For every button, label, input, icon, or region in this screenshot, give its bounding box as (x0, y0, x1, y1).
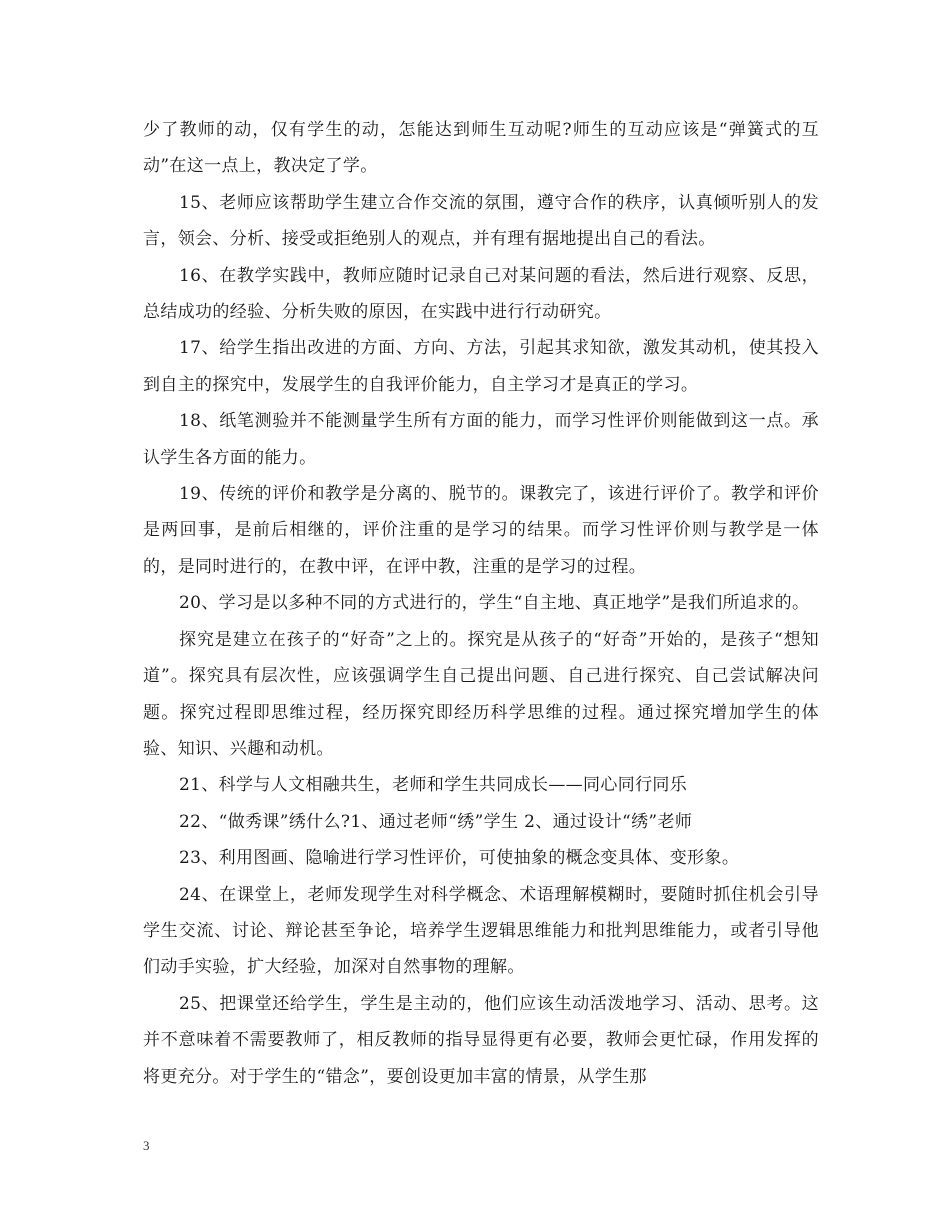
paragraph: 15、老师应该帮助学生建立合作交流的氛围，遵守合作的秩序，认真倾听别人的发言，领会、分析、接受或拒绝别人的观点，并有理有据地提出自己的看法。 (143, 192, 819, 250)
paragraph: 24、在课堂上，老师发现学生对科学概念、术语理解模糊时，要随时抓住机会引导学生交流、讨论、辩论甚至争论，培养学生逻辑思维能力和批判思维能力，或者引导他们动手实验，扩大经验，加深对自然事物的理解。 (143, 884, 819, 978)
page-number: 3 (143, 1138, 150, 1153)
paragraph: 19、传统的评价和教学是分离的、脱节的。课教完了，该进行评价了。教学和评价是两回事，是前后相继的，评价注重的是学习的结果。而学习性评价则与教学是一体的，是同时进行的，在教中评，在评中教，注重的是学习的过程。 (143, 484, 819, 577)
paragraph: 少了教师的动，仅有学生的动，怎能达到师生互动呢?师生的互动应该是“弹簧式的互动”在这一点上，教决定了学。 (143, 120, 819, 177)
paragraph: 21、科学与人文相融共生，老师和学生共同成长——同心同行同乐 (179, 775, 688, 796)
paragraph: 探究是建立在孩子的“好奇”之上的。探究是从孩子的“好奇”开始的，是孩子“想知道”。探究具有层次性，应该强调学生自己提出问题、自己进行探究、自己尝试解决问题。探究过程即思维过程，经历探究即经历科学思维的过程。通过探究增加学生的体验、知识、兴趣和动机。 (143, 629, 819, 759)
document-body (143, 112, 819, 1095)
paragraph: 22、“做秀课”绣什么?1、通过老师“绣”学生 2、通过设计“绣”老师 (179, 811, 693, 832)
paragraph: 16、在教学实践中，教师应随时记录自己对某问题的看法，然后进行观察、反思，总结成功的经验、分析失败的原因，在实践中进行行动研究。 (143, 265, 819, 323)
paragraph: 18、纸笔测验并不能测量学生所有方面的能力，而学习性评价则能做到这一点。承认学生各方面的能力。 (143, 411, 819, 468)
paragraph: 23、利用图画、隐喻进行学习性评价，可使抽象的概念变具体、变形象。 (179, 848, 740, 869)
paragraph: 17、给学生指出改进的方面、方向、方法，引起其求知欲，激发其动机，使其投入到自主的探究中，发展学生的自我评价能力，自主学习才是真正的学习。 (143, 338, 819, 395)
paragraph: 20、学习是以多种不同的方式进行的，学生“自主地、真正地学”是我们所追求的。 (179, 593, 810, 614)
paragraph: 25、把课堂还给学生，学生是主动的，他们应该生动活泼地学习、活动、思考。这并不意味着不需要教师了，相反教师的指导显得更有必要，教师会更忙碌，作用发挥的将更充分。对于学生的“错念”，要创设更加丰富的情景，从学生那 (143, 993, 819, 1087)
